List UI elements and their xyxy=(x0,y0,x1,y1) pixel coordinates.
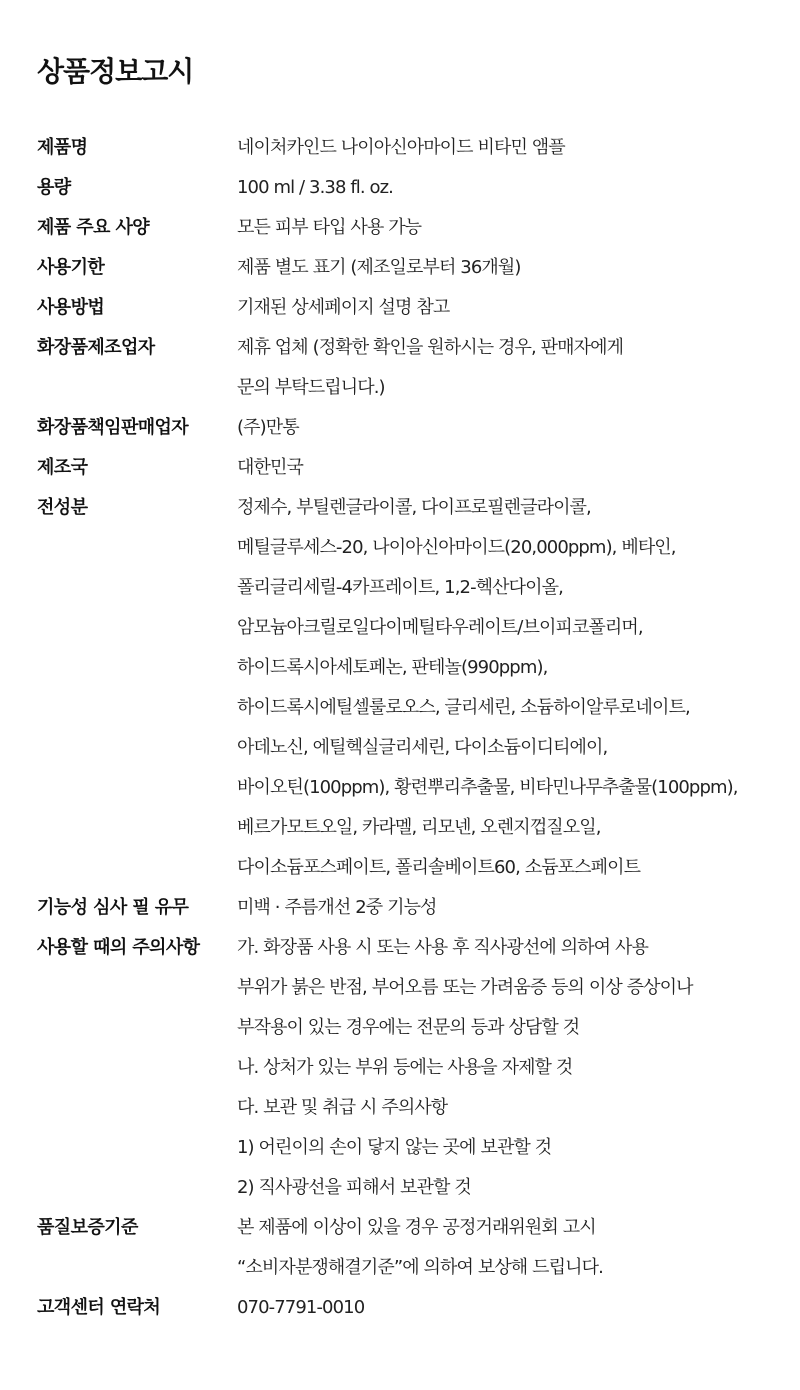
info-value-line: 부위가 붉은 반점, 부어오름 또는 가려움증 등의 이상 증상이나 xyxy=(237,977,693,998)
info-label: 화장품제조업자 xyxy=(37,337,155,358)
info-value-line: 제품 별도 표기 (제조일로부터 36개월) xyxy=(237,257,521,278)
info-row xyxy=(37,928,782,1208)
info-value xyxy=(237,248,782,288)
info-value xyxy=(237,888,782,928)
info-value xyxy=(237,128,782,168)
info-label: 화장품책임판매업자 xyxy=(37,417,189,438)
info-label: 사용방법 xyxy=(37,297,105,318)
info-value-line: 폴리글리세릴-4카프레이트, 1,2-헥산다이올, xyxy=(237,577,563,598)
info-value-line: (주)만통 xyxy=(237,417,299,438)
info-label: 사용기한 xyxy=(37,257,105,278)
info-value xyxy=(237,328,782,408)
info-value-line: 문의 부탁드립니다.) xyxy=(237,377,385,398)
info-row xyxy=(37,168,782,208)
info-value-line: 하이드록시아세토페논, 판테놀(990ppm), xyxy=(237,657,548,678)
info-value-line: 암모늄아크릴로일다이메틸타우레이트/브이피코폴리머, xyxy=(237,617,643,638)
info-row xyxy=(37,1288,782,1328)
info-row xyxy=(37,288,782,328)
info-row xyxy=(37,488,782,888)
info-value-line: 1) 어린이의 손이 닿지 않는 곳에 보관할 것 xyxy=(237,1137,552,1158)
info-row xyxy=(37,1208,782,1288)
info-value-line: 제휴 업체 (정확한 확인을 원하시는 경우, 판매자에게 xyxy=(237,337,624,358)
info-value-line: 아데노신, 에틸헥실글리세린, 다이소듐이디티에이, xyxy=(237,737,608,758)
info-value xyxy=(237,928,782,1208)
info-value-line: 메틸글루세스-20, 나이아신아마이드(20,000ppm), 베타인, xyxy=(237,537,676,558)
info-value-line: 네이처카인드 나이아신아마이드 비타민 앰플 xyxy=(237,137,565,158)
info-value xyxy=(237,408,782,448)
info-value-line: 정제수, 부틸렌글라이콜, 다이프로필렌글라이콜, xyxy=(237,497,591,518)
info-row xyxy=(37,448,782,488)
page-title: 상품정보고시 xyxy=(37,55,194,88)
info-label: 제품 주요 사양 xyxy=(37,217,150,238)
info-value-line: 모든 피부 타입 사용 가능 xyxy=(237,217,422,238)
info-value-line: 기재된 상세페이지 설명 참고 xyxy=(237,297,450,318)
info-value-line: 100 ml / 3.38 fl. oz. xyxy=(237,177,393,198)
info-value-line: “소비자분쟁해결기준”에 의하여 보상해 드립니다. xyxy=(237,1257,603,1278)
info-label: 고객센터 연락처 xyxy=(37,1297,161,1318)
info-value-line: 다이소듐포스페이트, 폴리솔베이트60, 소듐포스페이트 xyxy=(237,857,641,878)
info-value-line: 2) 직사광선을 피해서 보관할 것 xyxy=(237,1177,471,1198)
info-row xyxy=(37,408,782,448)
info-row xyxy=(37,888,782,928)
info-value-line: 다. 보관 및 취급 시 주의사항 xyxy=(237,1097,448,1118)
info-label: 사용할 때의 주의사항 xyxy=(37,937,200,958)
info-row xyxy=(37,328,782,408)
info-label: 제조국 xyxy=(37,457,88,478)
info-value-line: 베르가모트오일, 카라멜, 리모넨, 오렌지껍질오일, xyxy=(237,817,601,838)
info-value xyxy=(237,1288,782,1328)
info-value-line: 대한민국 xyxy=(237,457,303,478)
info-value-line: 나. 상처가 있는 부위 등에는 사용을 자제할 것 xyxy=(237,1057,573,1078)
info-value xyxy=(237,488,782,888)
info-value xyxy=(237,168,782,208)
info-value xyxy=(237,1208,782,1288)
info-value-line: 하이드록시에틸셀룰로오스, 글리세린, 소듐하이알루로네이트, xyxy=(237,697,690,718)
info-value-line: 바이오틴(100ppm), 황련뿌리추출물, 비타민나무추출물(100ppm), xyxy=(237,777,738,798)
info-value-line: 본 제품에 이상이 있을 경우 공정거래위원회 고시 xyxy=(237,1217,596,1238)
info-value-line: 부작용이 있는 경우에는 전문의 등과 상담할 것 xyxy=(237,1017,580,1038)
info-label: 기능성 심사 필 유무 xyxy=(37,897,189,918)
info-value-line: 가. 화장품 사용 시 또는 사용 후 직사광선에 의하여 사용 xyxy=(237,937,648,958)
info-value xyxy=(237,288,782,328)
info-row xyxy=(37,208,782,248)
info-label: 전성분 xyxy=(37,497,88,518)
info-value-line: 미백 · 주름개선 2중 기능성 xyxy=(237,897,437,918)
info-label: 품질보증기준 xyxy=(37,1217,138,1238)
info-row xyxy=(37,128,782,168)
info-label: 제품명 xyxy=(37,137,88,158)
info-row xyxy=(37,248,782,288)
info-value xyxy=(237,208,782,248)
info-label: 용량 xyxy=(37,177,71,198)
info-value-line: 070-7791-0010 xyxy=(237,1297,365,1318)
info-list xyxy=(37,128,782,1328)
info-value xyxy=(237,448,782,488)
